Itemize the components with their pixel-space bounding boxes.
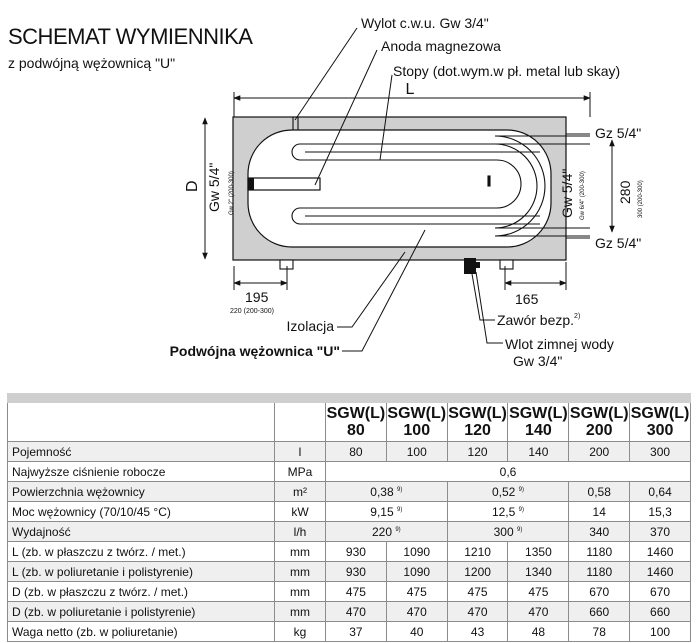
table-row [8, 562, 691, 582]
diagram-title: SCHEMAT WYMIENNIKA [8, 24, 253, 49]
table-row [8, 442, 691, 462]
cell: 220 $^{9)}$ [326, 522, 448, 542]
label-D: D [184, 180, 201, 192]
label-gw2-left: Gw 2" (200-300) [229, 171, 235, 215]
label-gz54-bottom: Gz 5/4" [595, 235, 642, 251]
spec-table [7, 393, 691, 642]
row-label: Pojemność [8, 442, 275, 462]
table-row [8, 482, 691, 502]
model-100: SGW(L) 100 [386, 403, 447, 442]
cell: 0,6 [326, 462, 691, 482]
label-wlot-2: Gw 3/4" [513, 353, 563, 369]
row-unit: mm [275, 582, 326, 602]
cell: 470 [386, 602, 447, 622]
cell: 1340 [508, 562, 569, 582]
cell: 9,15 $^{9)}$ [326, 502, 448, 522]
table-band [8, 394, 691, 403]
header-unit-empty [275, 403, 326, 442]
model-200: SGW(L) 200 [569, 403, 630, 442]
cell: 200 [569, 442, 630, 462]
cell: 370 [630, 522, 691, 542]
cell: 930 [326, 542, 387, 562]
table-row [8, 602, 691, 622]
table-row [8, 622, 691, 642]
row-unit: mm [275, 602, 326, 622]
model-140: SGW(L) 140 [508, 403, 569, 442]
row-unit: l/h [275, 522, 326, 542]
cell: 100 [630, 622, 691, 642]
cell: 475 [326, 582, 387, 602]
cell: 475 [447, 582, 508, 602]
row-label: Moc wężownicy (70/10/45 °C) [8, 502, 275, 522]
anode-cap [248, 178, 254, 190]
header-empty [8, 403, 275, 442]
label-anoda: Anoda magnezowa [381, 38, 501, 54]
cell: 80 [326, 442, 387, 462]
cell: 37 [326, 622, 387, 642]
leader-wlot [476, 272, 503, 343]
label-195: 195 [245, 289, 269, 305]
cell: 1200 [447, 562, 508, 582]
cell: 1210 [447, 542, 508, 562]
row-unit: kW [275, 502, 326, 522]
label-zawor: Zawór bezp.$^{2)}$ [497, 312, 581, 328]
cell: 100 [386, 442, 447, 462]
cell: 1180 [569, 542, 630, 562]
model-300: SGW(L) 300 [630, 403, 691, 442]
cell: 0,58 [569, 482, 630, 502]
cell: 120 [447, 442, 508, 462]
cell: 14 [569, 502, 630, 522]
table-row [8, 542, 691, 562]
cell: 0,64 [630, 482, 691, 502]
cell: 470 [508, 602, 569, 622]
cell: 12,5 $^{9)}$ [447, 502, 569, 522]
cell: 0,38 $^{9)}$ [326, 482, 448, 502]
cell: 340 [569, 522, 630, 542]
label-gw54-left: Gw 5/4" [206, 162, 222, 212]
label-gw54-right: Gw 5/4" [559, 168, 575, 218]
cell: 1090 [386, 542, 447, 562]
cell: 140 [508, 442, 569, 462]
label-220: 220 (200-300) [230, 308, 274, 315]
row-label: L (zb. w płaszczu z twórz. / met.) [8, 542, 275, 562]
label-165: 165 [515, 291, 539, 307]
label-300: 300 (200-300) [638, 180, 644, 218]
magnesium-anode [248, 178, 320, 190]
label-wylot: Wylot c.w.u. Gw 3/4" [361, 15, 489, 31]
row-unit: mm [275, 562, 326, 582]
leader-zawor [472, 274, 495, 320]
row-label: D (zb. w płaszczu z twórz. / met.) [8, 582, 275, 602]
cell: 1460 [630, 562, 691, 582]
cell: 470 [326, 602, 387, 622]
cell: 300 $^{9)}$ [447, 522, 569, 542]
cell: 1460 [630, 542, 691, 562]
cell: 475 [386, 582, 447, 602]
cell: 660 [569, 602, 630, 622]
cell: 15,3 [630, 502, 691, 522]
cell: 475 [508, 582, 569, 602]
row-unit: kg [275, 622, 326, 642]
cell: 670 [630, 582, 691, 602]
model-120: SGW(L) 120 [447, 403, 508, 442]
cell: 48 [508, 622, 569, 642]
row-label: L (zb. w poliuretanie i polistyrenie) [8, 562, 275, 582]
cell: 1090 [386, 562, 447, 582]
cell: 40 [386, 622, 447, 642]
label-L: L [405, 81, 415, 98]
cell: 670 [569, 582, 630, 602]
cell: 78 [569, 622, 630, 642]
label-stopy: Stopy (dot.wym.w pł. metal lub skay) [393, 63, 621, 79]
cell: 300 [630, 442, 691, 462]
leader-izolacja [337, 252, 405, 327]
table-row [8, 462, 691, 482]
label-podwojna: Podwójna wężownica "U" [169, 343, 340, 359]
row-label: Wydajność [8, 522, 275, 542]
row-unit: m² [275, 482, 326, 502]
table-row [8, 502, 691, 522]
label-280: 280 [617, 180, 633, 204]
label-gw64-right: Gw 6/4" (200-300) [580, 171, 586, 220]
row-label: D (zb. w poliuretanie i polistyrenie) [8, 602, 275, 622]
cell: 1180 [569, 562, 630, 582]
row-label: Powierzchnia wężownicy [8, 482, 275, 502]
cell: 930 [326, 562, 387, 582]
label-izolacja: Izolacja [286, 318, 334, 334]
cell: 660 [630, 602, 691, 622]
table-row [8, 582, 691, 602]
diagram-subtitle: z podwójną wężownicą "U" [8, 55, 176, 71]
cell: 1350 [508, 542, 569, 562]
model-80: SGW(L) 80 [326, 403, 387, 442]
row-label: Najwyższe ciśnienie robocze [8, 462, 275, 482]
row-unit: l [275, 442, 326, 462]
row-unit: MPa [275, 462, 326, 482]
table-header-row [8, 403, 691, 442]
table-row [8, 522, 691, 542]
cell: 470 [447, 602, 508, 622]
row-unit: mm [275, 542, 326, 562]
row-label: Waga netto (zb. w poliuretanie) [8, 622, 275, 642]
leader-wylot [295, 28, 357, 120]
cell: 43 [447, 622, 508, 642]
label-wlot-1: Wlot zimnej wody [505, 336, 614, 352]
label-gz54-top: Gz 5/4" [595, 125, 642, 141]
cell: 0,52 $^{9)}$ [447, 482, 569, 502]
